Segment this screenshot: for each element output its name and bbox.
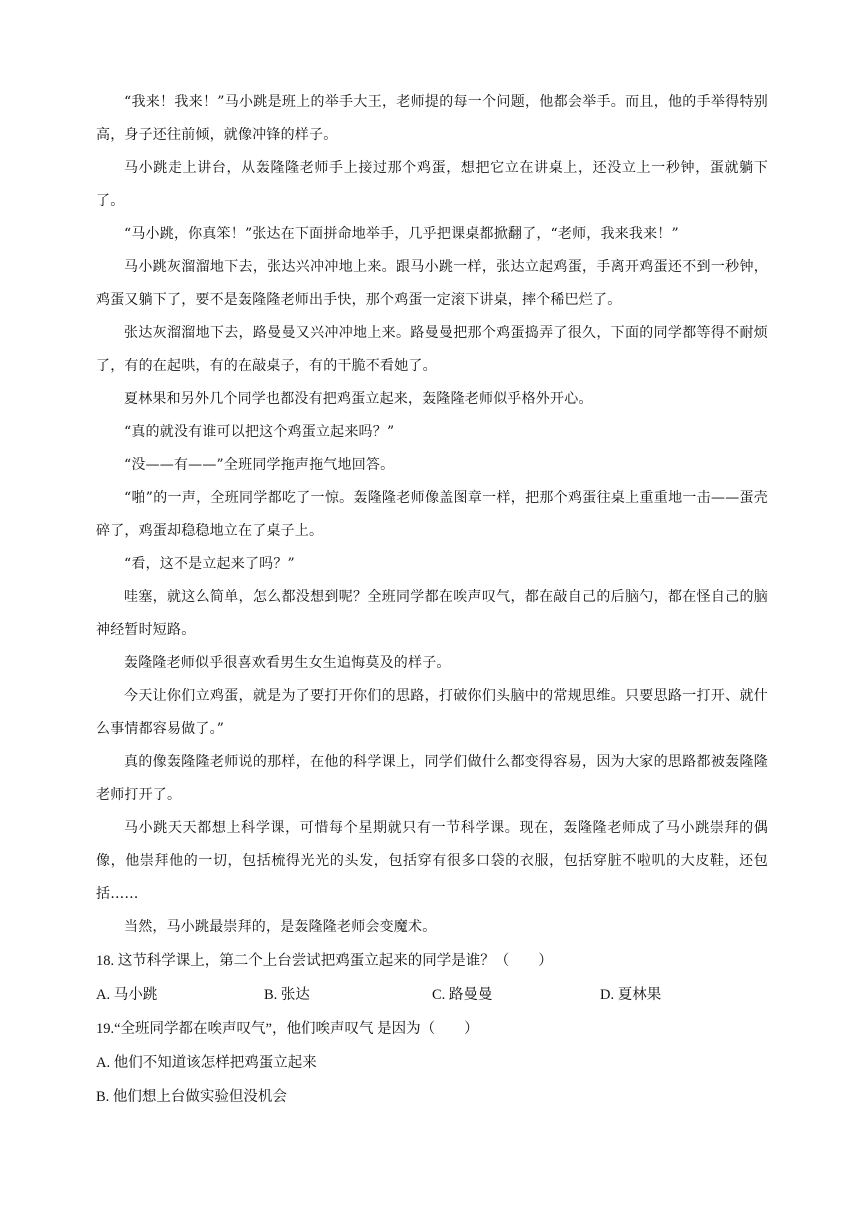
- passage-paragraph: 哇塞，就这么简单，怎么都没想到呢？全班同学都在唉声叹气，都在敲自己的后脑勺，都在怪自己的脑神经暂时短路。: [96, 589, 768, 638]
- page-content: [96, 86, 768, 1114]
- passage-paragraph: 真的像轰隆隆老师说的那样，在他的科学课上，同学们做什么都变得容易，因为大家的思路都被轰隆隆老师打开了。: [96, 754, 768, 803]
- passage-paragraph: 马小跳走上讲台，从轰隆隆老师手上接过那个鸡蛋，想把它立在讲桌上，还没立上一秒钟，蛋就躺下了。: [96, 160, 768, 209]
- question-18: [96, 944, 768, 1012]
- question-19-option-b[interactable]: B. 他们想上台做实验但没机会: [96, 1089, 287, 1105]
- question-19: [96, 1012, 768, 1114]
- passage-paragraph: “我来！我来！”马小跳是班上的举手大王，老师提的每一个问题，他都会举手。而且，他的手举得特别高，身子还往前倾，就像冲锋的样子。: [96, 94, 768, 143]
- reading-passage: [96, 86, 768, 944]
- question-18-option-d[interactable]: D. 夏林果: [600, 987, 662, 1003]
- passage-paragraph: “啪”的一声，全班同学都吃了一惊。轰隆隆老师像盖图章一样，把那个鸡蛋往桌上重重地一击——蛋壳碎了，鸡蛋却稳稳地立在了桌子上。: [96, 490, 768, 539]
- passage-paragraph: 轰隆隆老师似乎很喜欢看男生女生追悔莫及的样子。: [124, 655, 451, 671]
- passage-paragraph: “没——有——”全班同学拖声拖气地回答。: [124, 457, 395, 473]
- passage-paragraph: “马小跳，你真笨！”张达在下面拼命地举手，几乎把课桌都掀翻了，“老师，我来我来！”: [124, 226, 679, 242]
- question-19-stem: 19.“全班同学都在唉声叹气”，他们唉声叹气 是因为（ ）: [96, 1021, 479, 1037]
- question-18-options: [96, 978, 768, 1012]
- passage-paragraph: 当然，马小跳最崇拜的，是轰隆隆老师会变魔术。: [124, 919, 437, 935]
- question-18-option-c[interactable]: C. 路曼曼: [432, 987, 493, 1003]
- passage-paragraph: 马小跳天天都想上科学课，可惜每个星期就只有一节科学课。现在，轰隆隆老师成了马小跳崇拜的偶像，他崇拜他的一切，包括梳得光光的头发，包括穿有很多口袋的衣服，包括穿脏不啦叽的大皮鞋，还包括……: [96, 820, 768, 902]
- passage-paragraph: 今天让你们立鸡蛋，就是为了要打开你们的思路，打破你们头脑中的常规思维。只要思路一打开、就什么事情都容易做了。”: [96, 688, 768, 737]
- passage-paragraph: 张达灰溜溜地下去，路曼曼又兴冲冲地上来。路曼曼把那个鸡蛋捣弄了很久，下面的同学都等得不耐烦了，有的在起哄，有的在敲桌子，有的干脆不看她了。: [96, 325, 768, 374]
- passage-paragraph: 马小跳灰溜溜地下去，张达兴冲冲地上来。跟马小跳一样，张达立起鸡蛋，手离开鸡蛋还不到一秒钟，鸡蛋又躺下了，要不是轰隆隆老师出手快，那个鸡蛋一定滚下讲桌，摔个稀巴烂了。: [96, 259, 768, 308]
- passage-paragraph: “看，这不是立起来了吗？”: [124, 556, 295, 572]
- passage-paragraph: “真的就没有谁可以把这个鸡蛋立起来吗？”: [124, 424, 395, 440]
- question-18-option-a[interactable]: A. 马小跳: [96, 987, 158, 1003]
- question-19-option-a[interactable]: A. 他们不知道该怎样把鸡蛋立起来: [96, 1055, 317, 1071]
- question-18-stem: 18. 这节科学课上，第二个上台尝试把鸡蛋立起来的同学是谁？（ ）: [96, 953, 553, 969]
- question-18-option-b[interactable]: B. 张达: [264, 987, 310, 1003]
- passage-paragraph: 夏林果和另外几个同学也都没有把鸡蛋立起来，轰隆隆老师似乎格外开心。: [124, 391, 593, 407]
